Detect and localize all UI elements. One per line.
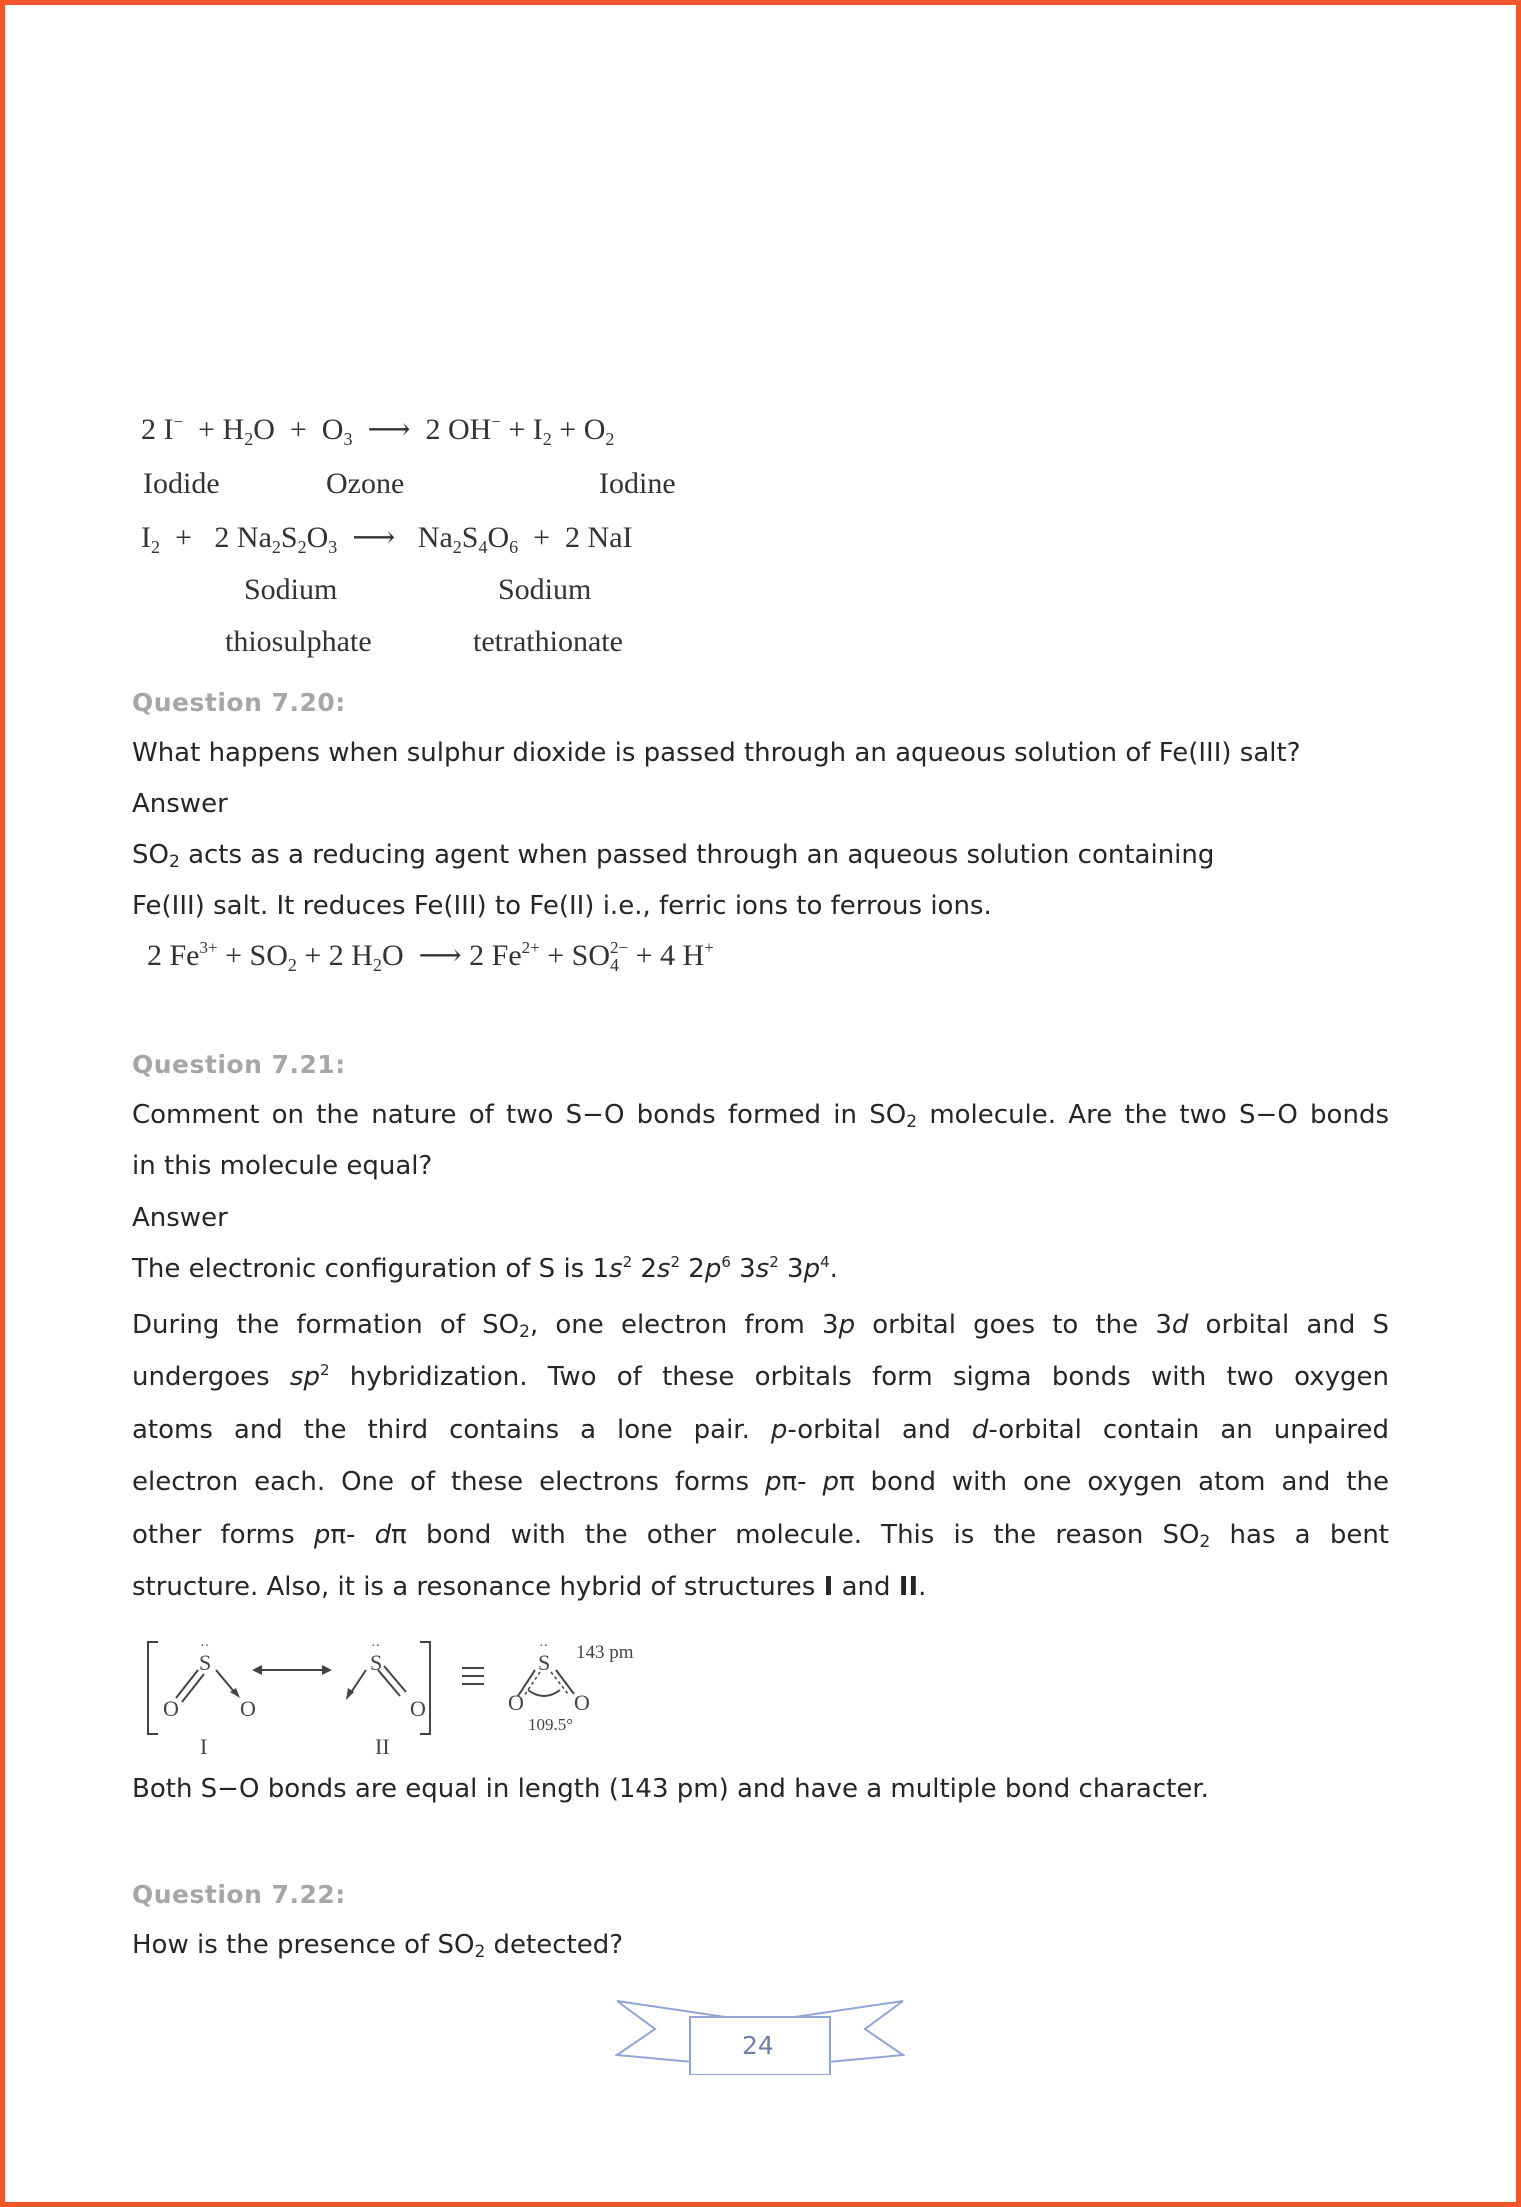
svg-text:I: I: [200, 1734, 208, 1759]
conclusion-text: Both S−O bonds are equal in length (143 pm) and have a multiple bond character.: [132, 1774, 1209, 1804]
label-tetrathionate: tetrathionate: [473, 625, 623, 658]
paragraph-line-5: other forms pπ- dπ bond with the other molecule. This is the reason $SO_2$ has a bent: [132, 1520, 1389, 1552]
svg-text:O: O: [410, 1696, 426, 1721]
label-sodium-2: Sodium: [498, 573, 592, 606]
svg-text:II: II: [375, 1734, 390, 1759]
answer-label: Answer: [132, 789, 228, 819]
svg-text:S: S: [370, 1650, 383, 1675]
paragraph-line-3: atoms and the third contains a lone pair. p-orbital and d-orbital contain an unpaired: [132, 1415, 1390, 1445]
label-iodine: Iodine: [599, 467, 676, 500]
svg-text:··: ··: [539, 1639, 549, 1654]
question-7-22-text: How is the presence of $SO_2$ detected?: [132, 1930, 624, 1962]
label-thiosulphate: thiosulphate: [225, 625, 372, 658]
question-7-20-text: What happens when sulphur dioxide is passed through an aqueous solution of Fe(III) salt?: [132, 738, 1301, 768]
bond-length-label: 143 pm: [576, 1642, 634, 1663]
label-iodide: Iodide: [143, 467, 220, 500]
paragraph-line-1: During the formation of $SO_2$, one electron from 3p orbital goes to the 3d orbital and S: [132, 1310, 1389, 1342]
electronic-configuration: The electronic configuration of S is $1s^2$ $2s^2$ $2p^6$ $3s^2$ $3p^4$.: [132, 1253, 838, 1284]
answer-7-20-line-2: Fe(III) salt. It reduces Fe(III) to Fe(II) i.e., ferric ions to ferrous ions.: [132, 891, 992, 921]
bond-angle-label: 109.5°: [528, 1715, 574, 1734]
label-ozone: Ozone: [326, 467, 405, 500]
answer-label: Answer: [132, 1203, 228, 1233]
paragraph-line-4: electron each. One of these electrons forms pπ- pπ bond with one oxygen atom and the: [132, 1467, 1389, 1497]
svg-text:O: O: [163, 1696, 179, 1721]
so2-resonance-diagram: [130, 1630, 770, 1770]
question-7-22-heading: Question 7.22:: [132, 1880, 346, 1909]
paragraph-line-2: undergoes $sp^2$ hybridization. Two of these orbitals form sigma bonds with two oxygen: [132, 1361, 1389, 1392]
question-7-21-line-1: Comment on the nature of two S−O bonds formed in $SO_2$ molecule. Are the two S−O bonds: [132, 1100, 1389, 1132]
question-7-21-heading: Question 7.21:: [132, 1050, 346, 1079]
answer-7-20-line-1: $SO_2$ acts as a reducing agent when passed through an aqueous solution containing: [132, 840, 1215, 872]
svg-text:S: S: [538, 1650, 551, 1675]
svg-text:S: S: [199, 1650, 212, 1675]
question-7-21-line-2: in this molecule equal?: [132, 1151, 433, 1181]
page-number: 24: [742, 2031, 774, 2060]
label-sodium-1: Sodium: [244, 573, 338, 606]
svg-text:O: O: [574, 1690, 590, 1715]
svg-text:O: O: [508, 1690, 524, 1715]
svg-text:··: ··: [371, 1639, 381, 1654]
svg-text:O: O: [240, 1696, 256, 1721]
svg-text:··: ··: [200, 1639, 210, 1654]
question-7-20-heading: Question 7.20:: [132, 688, 346, 717]
equation-fe-so2: 2 $Fe^{3+} + SO_2 + 2$ $H_2O$ ⟶ 2 $Fe^{2+} + SO_4^{2-} + 4$ H+: [147, 938, 714, 975]
paragraph-line-6: structure. Also, it is a resonance hybrid of structures I and II.: [132, 1572, 927, 1602]
equation-thiosulphate: $I_2 + 2$ $Na_2S_2O_3$ ⟶ $Na_2S_4O_6 + 2$ NaI: [141, 521, 633, 557]
equation-ozone-iodide: 2 $I^- + H_2O + O_3$ ⟶ 2 $OH^- + I_2 + O_2$: [141, 412, 615, 449]
